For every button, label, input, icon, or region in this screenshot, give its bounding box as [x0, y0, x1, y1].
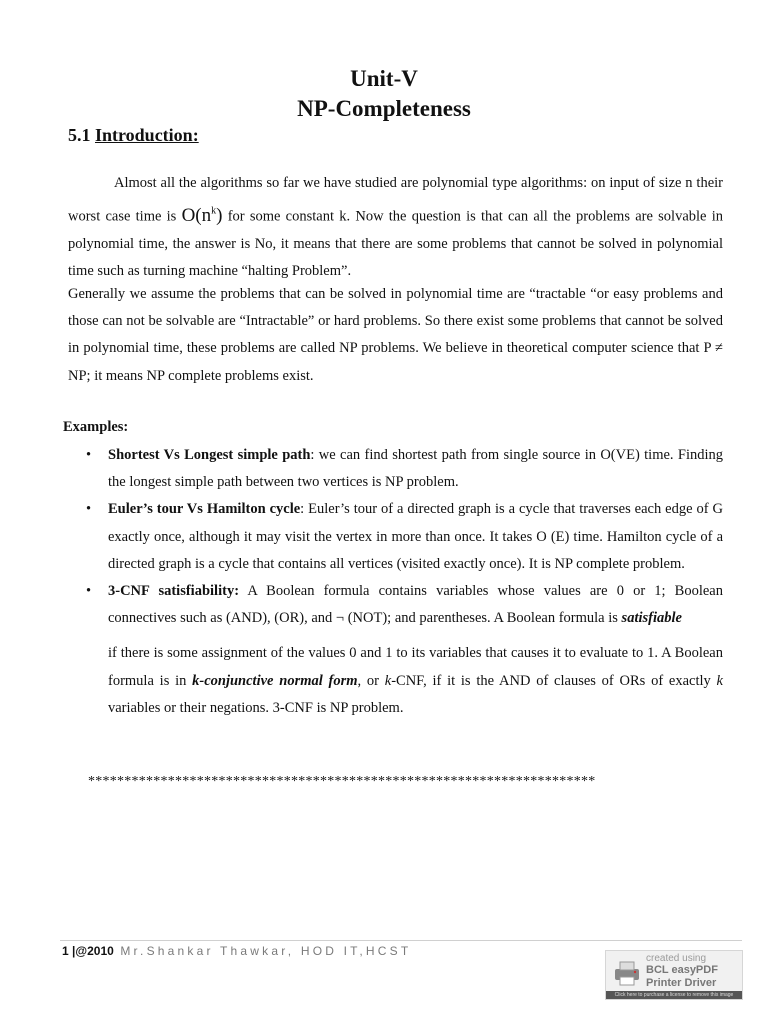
list-item: • 3-CNF satisfiability: A Boolean formula contains variables whose values are 0 or 1; Boolean connectives such as (AND), (OR), and ¬ (NOT); and parentheses. A Boolean formula is satisfiable if there is some assignment of the values 0 and 1 to its variables that causes it to evaluate to 1. A Boolean formula is in k-conjunctive normal form, or k-CNF, if it is the AND of clauses of ORs of exactly k variables or their negations. 3-CNF is NP problem.	[80, 578, 723, 722]
separator-stars: **********************************************************************	[88, 774, 596, 789]
footer-year: @2010	[75, 944, 114, 958]
license-link[interactable]: Click here to purchase a license to remove this image	[606, 991, 742, 999]
intro-paragraph-1: Almost all the algorithms so far we have studied are polynomial type algorithms: on input of size n their worst case time is $O(n^k)$ for some constant k. Now the question is that can all the problems are solvable in polynomial time, the answer is No, it means that there are some problems that cannot be solved in polynomial time such as turning machine “halting Problem”.	[68, 175, 723, 279]
big-o-notation: $O(n^k)$	[181, 204, 223, 226]
examples-heading: Examples:	[63, 419, 129, 435]
section-title: Introduction:	[95, 125, 199, 145]
pdf-creator-badge[interactable]: created using BCL easyPDF Printer Driver Click here to purchase a license to remove this image	[605, 950, 743, 1000]
page-title-unit: Unit-V	[350, 66, 418, 91]
examples-list	[80, 442, 723, 722]
section-heading	[68, 125, 199, 146]
page-title-topic: NP-Completeness	[297, 96, 471, 121]
list-item: • Euler’s tour Vs Hamilton cycle: Euler’s tour of a directed graph is a cycle that traverses each edge of G exactly once, although it may visit the vertex in more than once. It takes O (E) time. Hamilton cycle of a directed graph is a cycle that contains all vertices (visited exactly once). It is NP complete problem.	[80, 496, 723, 578]
list-item: • Shortest Vs Longest simple path: we can find shortest path from single source in O(VE) time. Finding the longest simple path between two vertices is NP problem.	[80, 442, 723, 496]
intro-paragraph-2: Generally we assume the problems that can be solved in polynomial time are “tractable “or easy problems and those can not be solvable are “Intractable” or hard problems. So there exist some problems that cannot be solved in polynomial time, these problems are called NP problems. We believe in theoretical computer science that P ≠ NP; it means NP complete problems exist.	[68, 286, 723, 384]
footer-author: Mr.Shankar Thawkar, HOD IT,HCST	[113, 944, 412, 958]
footer-divider	[60, 940, 742, 941]
page-number: 1	[62, 944, 69, 958]
section-number: 5.1	[68, 125, 91, 145]
page-footer: 1 |@2010 Mr.Shankar Thawkar, HOD IT,HCST	[62, 944, 412, 958]
printer-icon	[612, 959, 642, 987]
